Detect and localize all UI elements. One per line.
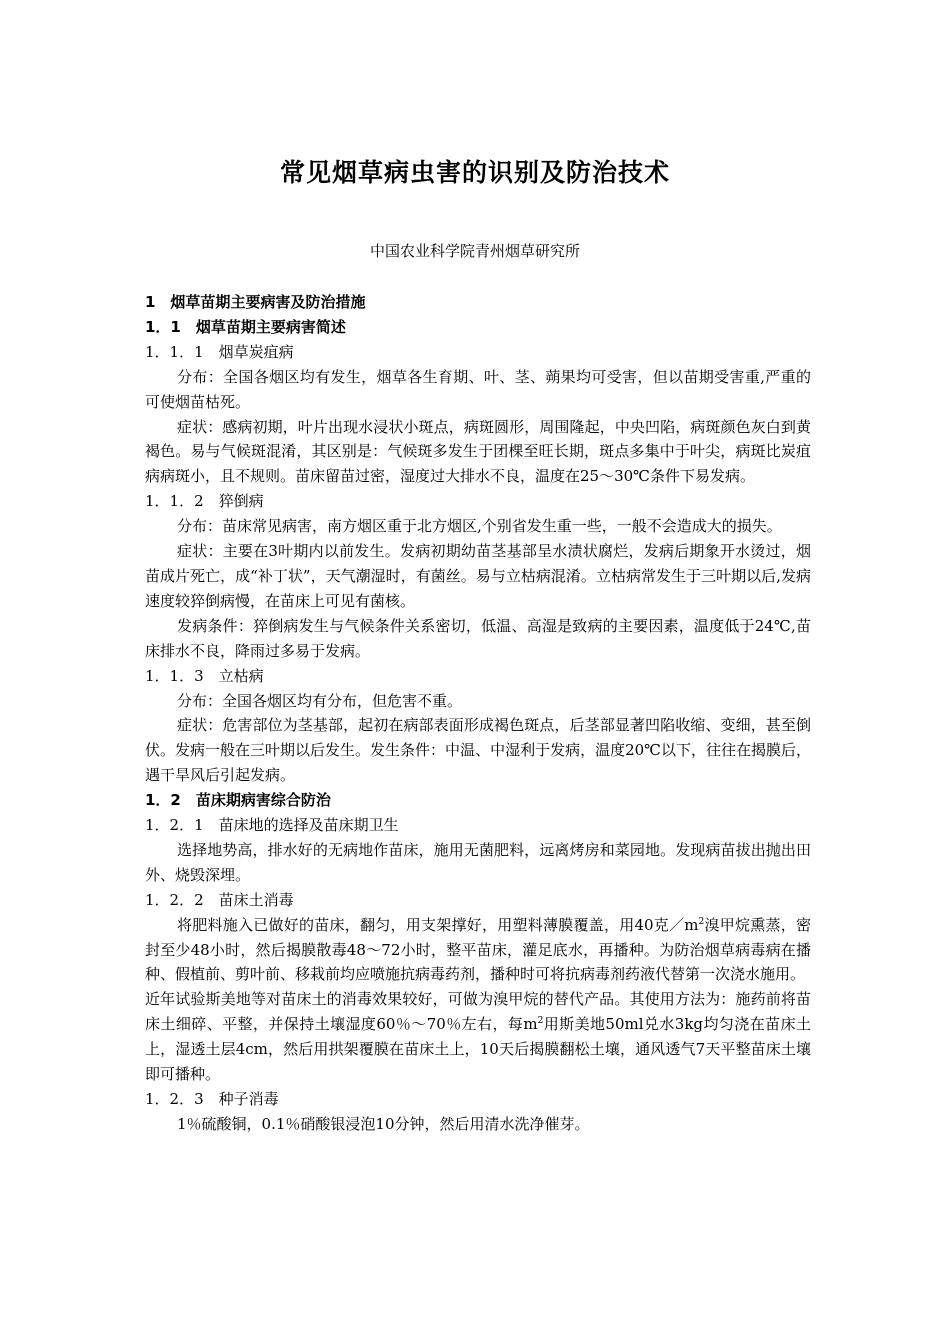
document-title: 常见烟草病虫害的识别及防治技术 <box>279 158 670 187</box>
paragraph: 症状：危害部位为茎基部，起初在病部表面形成褐色斑点，后茎部显著凹陷收缩、变细，甚至倒伏。发病一般在三叶期以后发生。发生条件：中温、中湿利于发病，温度20℃以下，往往在揭膜后，遇干旱风后引起发病。 <box>145 716 811 785</box>
heading-section-1-2-3: 1．2．3 种子消毒 <box>145 1090 279 1108</box>
heading-section-1: 1 烟草苗期主要病害及防治措施 <box>145 293 366 311</box>
paragraph: 1％硫酸铜，0.1％硝酸银浸泡10分钟，然后用清水洗净催芽。 <box>177 1114 590 1133</box>
paragraph: 选择地势高，排水好的无病地作苗床，施用无菌肥料，远离烤房和菜园地。发现病苗拔出抛出田外、烧毁深埋。 <box>145 840 811 884</box>
text-run: 溴甲烷熏蒸，密封至少48小时，然后揭膜散毒48～72小时，整平苗床，灌足底水，再播种。为防治烟草病毒病在播种、假植前、剪叶前、移栽前均应喷施抗病毒药剂，播种时可将抗病毒剂药液代替第一次浇水施用。 <box>145 915 811 984</box>
paragraph: 症状：主要在3叶期内以前发生。发病初期幼苗茎基部呈水渍状腐烂，发病后期象开水烫过，烟苗成片死亡，成“补丁状”，天气潮湿时，有菌丝。易与立枯病混淆。立枯病常发生于三叶期以后,发病速度较猝倒病慢，在苗床上可见有菌核。 <box>145 542 811 610</box>
text-run: 近年试验斯美地等对苗床土的消毒效果较好，可做为溴甲烷的替代产品。其使用方法为：施药前将苗床土细碎、平整，并保持土壤湿度60％～70％左右，每m <box>145 990 811 1034</box>
heading-section-1-2-1: 1．2．1 苗床地的选择及苗床期卫生 <box>145 816 399 835</box>
heading-section-1-1-2: 1．1．2 猝倒病 <box>145 492 264 511</box>
paragraph: 分布：全国各烟区均有发生，烟草各生育期、叶、茎、蒴果均可受害，但以苗期受害重,严重的可使烟苗枯死。 <box>145 367 811 411</box>
heading-section-1-1: 1．1 烟草苗期主要病害简述 <box>145 317 346 336</box>
paragraph: 症状：感病初期，叶片出现水浸状小斑点，病斑圆形，周围隆起，中央凹陷，病斑颜色灰白到黄褐色。易与气候斑混淆，其区别是：气候斑多发生于团棵至旺长期，斑点多集中于叶尖，病斑比炭疽病病斑小，且不规则。苗床留苗过密，湿度过大排水不良，温度在25～30℃条件下易发病。 <box>145 417 811 486</box>
text-run: 将肥料施入已做好的苗床，翻匀，用支架撑好，用塑料薄膜覆盖，用40克／m <box>177 915 699 934</box>
paragraph <box>145 987 811 1087</box>
document-body <box>145 290 811 1137</box>
superscript: 2 <box>537 1016 544 1027</box>
paragraph: 发病条件：猝倒病发生与气候条件关系密切，低温、高湿是致病的主要因素，温度低于24℃,苗床排水不良，降雨过多易于发病。 <box>145 616 811 660</box>
paragraph: 分布：全国各烟区均有分布，但危害不重。 <box>177 691 463 710</box>
superscript: 2 <box>698 916 705 927</box>
paragraph: 分布：苗床常见病害，南方烟区重于北方烟区,个别省发生重一些，一般不会造成大的损失。 <box>177 517 782 536</box>
paragraph <box>145 913 811 988</box>
text-run: 用斯美地50ml兑水3kg均匀浇在苗床土上，湿透土层4cm，然后用拱架覆膜在苗床土上，10天后揭膜翻松土壤，通风透气7天平整苗床土壤即可播种。 <box>145 1015 811 1084</box>
heading-section-1-1-1: 1．1．1 烟草炭疽病 <box>145 342 294 361</box>
heading-section-1-1-3: 1．1．3 立枯病 <box>145 666 264 685</box>
heading-section-1-2: 1．2 苗床期病害综合防治 <box>145 791 331 810</box>
author-affiliation: 中国农业科学院青州烟草研究所 <box>369 242 580 260</box>
heading-section-1-2-2: 1．2．2 苗床土消毒 <box>145 890 294 909</box>
